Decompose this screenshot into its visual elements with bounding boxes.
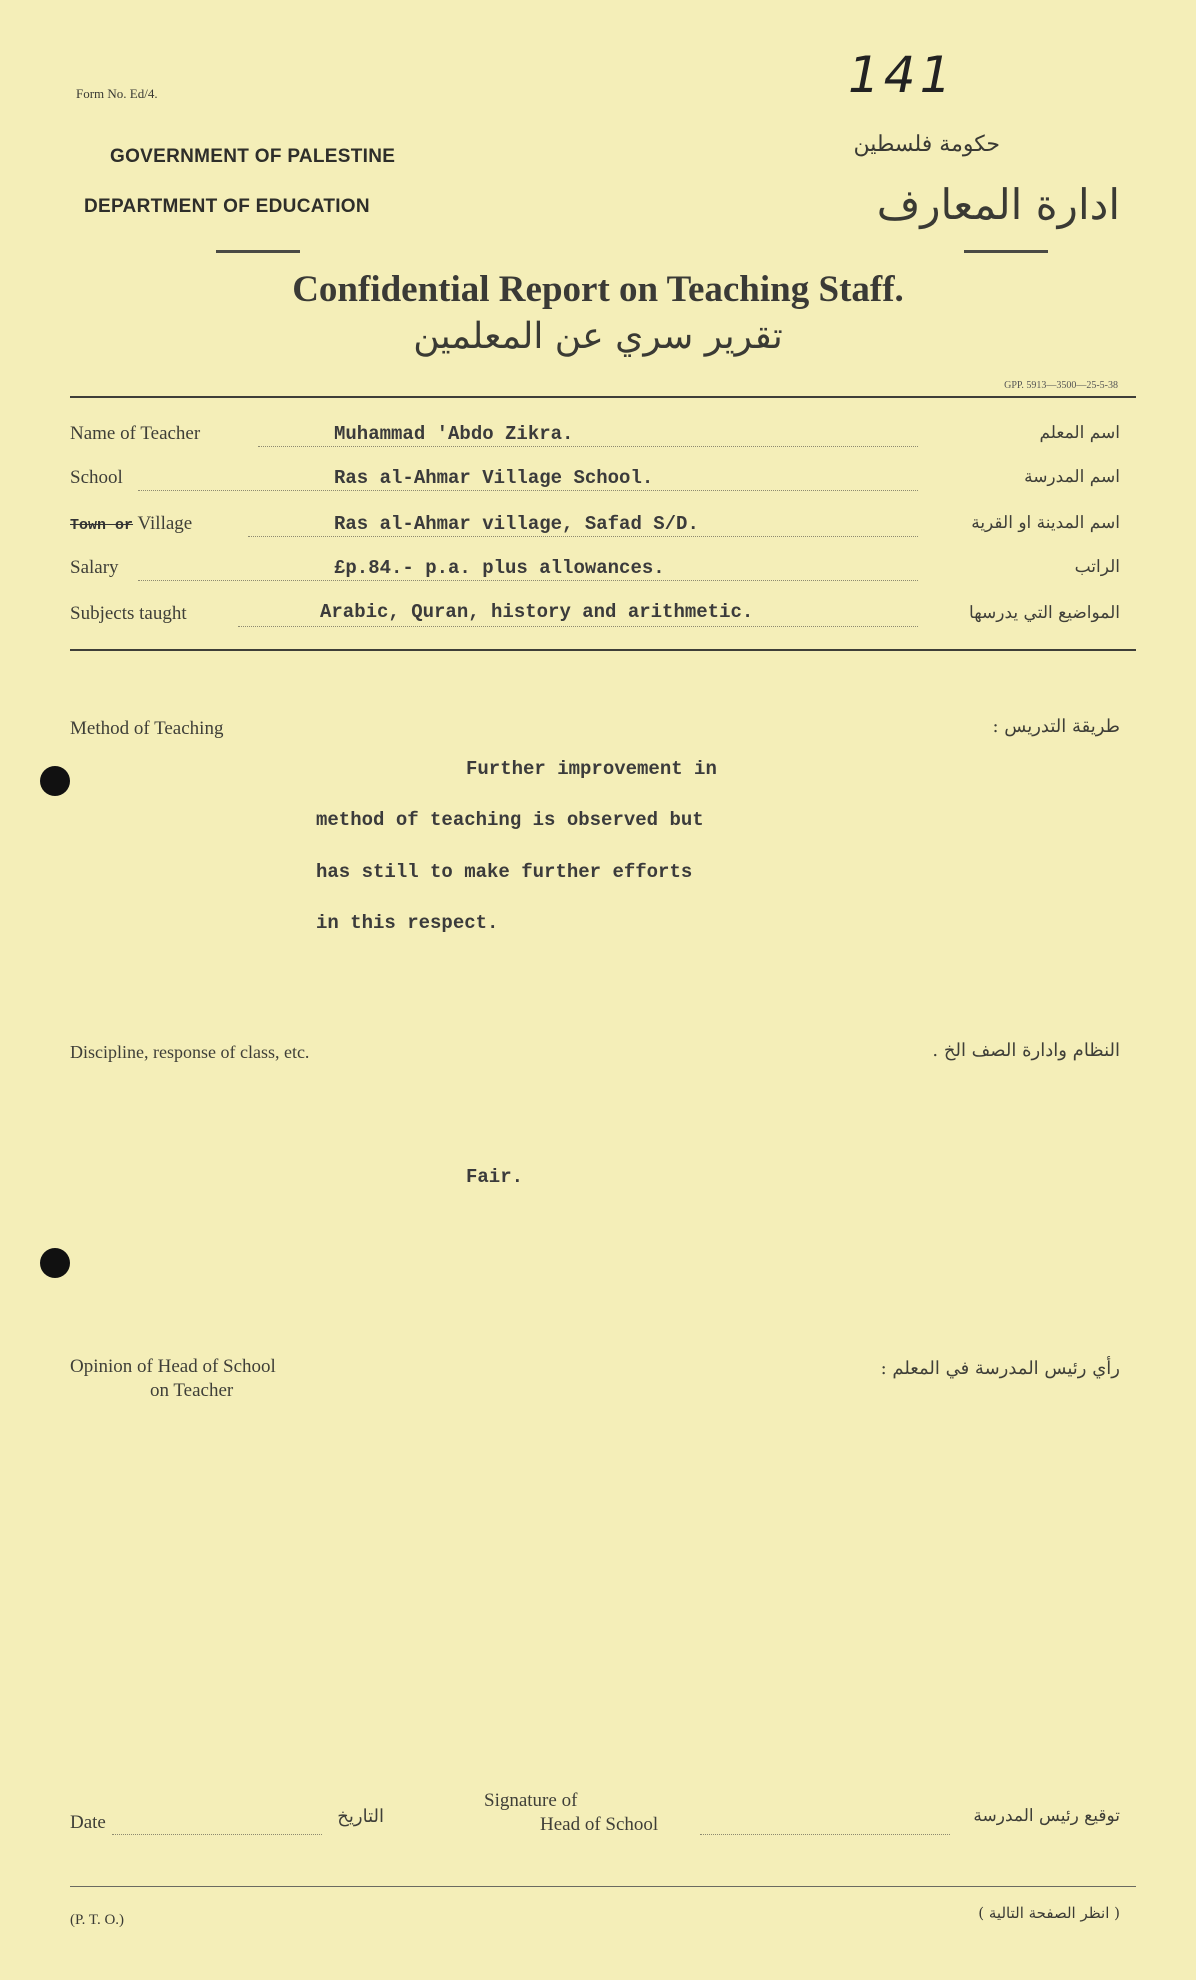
form-number: Form No. Ed/4. [76, 86, 158, 101]
report-title-en: Confidential Report on Teaching Staff. [292, 269, 904, 310]
field-label-salary: Salary [70, 557, 119, 578]
field-line [138, 490, 918, 491]
field-label-village-ar: اسم المدينة او القرية [971, 513, 1120, 533]
report-title-ar: تقرير سري عن المعلمين [413, 316, 783, 357]
opinion-label-en-2: on Teacher [150, 1380, 234, 1401]
discipline-value: Fair. [466, 1166, 524, 1188]
field-line [258, 446, 918, 447]
method-line-3: has still to make further efforts [316, 861, 693, 883]
field-value-name: Muhammad 'Abdo Zikra. [334, 423, 574, 445]
field-line [238, 626, 918, 627]
date-label-ar: التاريخ [337, 1806, 384, 1827]
method-label-ar: طريقة التدريس : [992, 716, 1120, 737]
field-label-subjects: Subjects taught [70, 603, 187, 624]
field-line [138, 580, 918, 581]
pto-en: (P. T. O.) [70, 1912, 125, 1928]
field-line [248, 536, 918, 537]
field-value-salary: £p.84.- p.a. plus allowances. [334, 557, 665, 579]
bottom-rule [70, 1886, 1136, 1887]
field-value-school: Ras al-Ahmar Village School. [334, 467, 654, 489]
struck-prefix: Town or [70, 517, 134, 534]
discipline-label-en: Discipline, response of class, etc. [70, 1042, 310, 1062]
department-title-en: DEPARTMENT OF EDUCATION [84, 196, 370, 217]
government-title-en: GOVERNMENT OF PALESTINE [110, 146, 396, 167]
field-value-village: Ras al-Ahmar village, Safad S/D. [334, 513, 699, 535]
top-rule [70, 396, 1136, 398]
field-label-salary-ar: الراتب [1074, 557, 1120, 577]
field-label-subjects-ar: المواضيع التي يدرسها [969, 603, 1120, 623]
print-reference: GPP. 5913—3500—25-5-38 [1004, 380, 1118, 391]
method-line-4: in this respect. [316, 912, 499, 934]
signature-label-ar: توقيع رئيس المدرسة [973, 1806, 1120, 1826]
field-label-name: Name of Teacher [70, 423, 201, 444]
punch-hole-bottom [40, 1248, 70, 1278]
signature-label-en-1: Signature of [484, 1790, 578, 1811]
field-label-name-ar: اسم المعلم [1039, 423, 1120, 443]
signature-label-en-2: Head of School [540, 1814, 659, 1835]
date-label-en: Date [70, 1812, 106, 1833]
government-title-ar: حكومة فلسطين [853, 132, 1000, 157]
field-label-village-text: Village [137, 513, 193, 534]
punch-hole-top [40, 766, 70, 796]
method-line-1: Further improvement in [466, 758, 717, 780]
opinion-label-ar: رأي رئيس المدرسة في المعلم : [880, 1358, 1120, 1379]
field-label-school: School [70, 467, 123, 488]
field-label-school-ar: اسم المدرسة [1024, 467, 1120, 487]
field-value-subjects: Arabic, Quran, history and arithmetic. [320, 601, 754, 623]
method-line-2: method of teaching is observed but [316, 809, 704, 831]
field-label-village [70, 513, 192, 535]
handwritten-page-number: 141 [848, 46, 956, 104]
method-label-en: Method of Teaching [70, 718, 224, 739]
opinion-label-en-1: Opinion of Head of School [70, 1356, 276, 1377]
header-dash-right [964, 250, 1048, 253]
signature-line [700, 1834, 950, 1835]
discipline-label-ar: النظام وادارة الصف الخ . [932, 1040, 1120, 1061]
fields-bottom-rule [70, 649, 1136, 651]
header-dash-left [216, 250, 300, 253]
pto-ar: ( انظر الصفحة التالية ) [978, 1904, 1120, 1922]
date-line [112, 1834, 322, 1835]
department-title-ar: ادارة المعارف [876, 180, 1120, 229]
